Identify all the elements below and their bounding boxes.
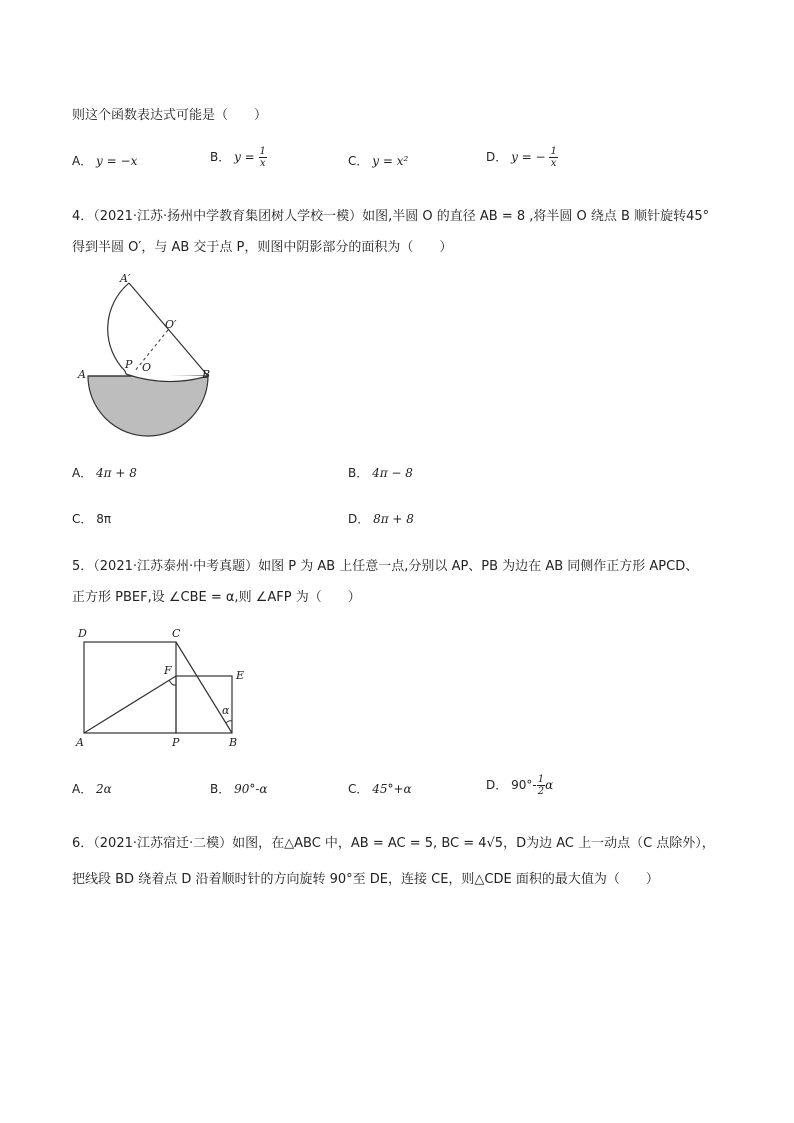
q4-option-b (348, 464, 413, 481)
option-expr: 8π + 8 (373, 512, 414, 526)
option-expr: y = −x (96, 154, 138, 168)
q4-option-a (72, 464, 137, 481)
option-label: D． (348, 512, 370, 526)
denominator: x (259, 158, 266, 169)
option-expr: 2α (96, 782, 112, 796)
q4-option-c (72, 510, 111, 527)
denominator: 2 (537, 786, 545, 797)
label-e: E (236, 669, 245, 682)
q5-line-1: 5．（2021·江苏泰州·中考真题）如图 P 为 AB 上任意一点,分别以 AP、PB 为边在 AB 同侧作正方形 APCD、 (72, 559, 699, 574)
denominator: x (550, 158, 557, 169)
label-d: D (78, 627, 87, 640)
option-lhs: y = − (511, 150, 546, 164)
numerator: 1 (259, 146, 266, 157)
label-a: A (76, 736, 84, 749)
label-f: F (164, 664, 172, 677)
shaded-semicircle (88, 376, 208, 436)
option-expr: 4π + 8 (96, 466, 137, 480)
numerator: 1 (537, 774, 545, 785)
q4-figure (72, 270, 222, 440)
option-expr: 90°-α (234, 782, 268, 796)
q5-figure (72, 622, 262, 752)
label-p: P (125, 358, 133, 371)
q6-line-2: 把线段 BD 绕着点 D 沿着顺时针的方向旋转 90°至 DE，连接 CE，则△CDE 面积的最大值为（ ） (72, 872, 659, 887)
angle-arc-cbe (226, 721, 232, 723)
q6-line-1: 6．（2021·江苏宿迁·二模）如图，在△ABC 中，AB = AC = 5, BC = 4√5，D为边 AC 上一动点（C 点除外）， (72, 836, 715, 851)
segment-cb (176, 642, 232, 733)
label-o-prime: O′ (165, 318, 177, 331)
option-label: C． (348, 782, 369, 796)
label-a: A (78, 368, 86, 381)
option-label: B． (348, 466, 369, 480)
fraction (537, 774, 545, 797)
option-expr: 8π (96, 512, 112, 526)
q4-line-1: 4．（2021·江苏·扬州中学教育集团树人学校一模）如图,半圆 O 的直径 AB = 8 ,将半圆 O 绕点 B 顺针旋转45° (72, 209, 710, 224)
option-lhs: 90°- (511, 778, 537, 792)
q3-stem: 则这个函数表达式可能是（ ） (72, 108, 268, 123)
label-c: C (172, 627, 181, 640)
option-expr: 45°+α (372, 782, 412, 796)
option-label: D． (486, 150, 508, 164)
label-b: B (202, 368, 211, 381)
label-o: O (142, 361, 152, 374)
q3-option-b (210, 146, 267, 169)
label-alpha: α (222, 704, 230, 717)
segment-af (84, 676, 176, 733)
option-label: B． (210, 150, 231, 164)
q5-option-d (486, 774, 553, 797)
option-label: A． (72, 154, 93, 168)
option-lhs: y = (234, 150, 255, 164)
q5-option-b (210, 780, 268, 797)
option-label: B． (210, 782, 231, 796)
option-label: C． (72, 512, 93, 526)
q3-option-a (72, 152, 137, 169)
q4-line-2: 得到半圆 O′，与 AB 交于点 P，则图中阴影部分的面积为（ ） (72, 240, 453, 255)
angle-arc-afp (169, 680, 176, 685)
option-label: A． (72, 466, 93, 480)
fraction (549, 146, 557, 169)
q3-option-c (348, 152, 408, 169)
option-expr: 4π − 8 (372, 466, 413, 480)
option-label: D． (486, 778, 508, 792)
label-b: B (229, 736, 238, 749)
fraction (259, 146, 267, 169)
q4-option-d (348, 510, 414, 527)
label-a-prime: A′ (120, 272, 131, 285)
label-p: P (172, 736, 180, 749)
q5-option-c (348, 780, 412, 797)
q5-line-2: 正方形 PBEF,设 ∠CBE = α,则 ∠AFP 为（ ） (72, 590, 361, 605)
option-rhs: α (545, 778, 554, 792)
q3-option-d (486, 146, 558, 169)
numerator: 1 (550, 146, 557, 157)
q5-option-a (72, 780, 112, 797)
option-label: A． (72, 782, 93, 796)
option-label: C． (348, 154, 369, 168)
square-apcd (84, 642, 176, 733)
option-expr: y = x² (372, 154, 409, 168)
